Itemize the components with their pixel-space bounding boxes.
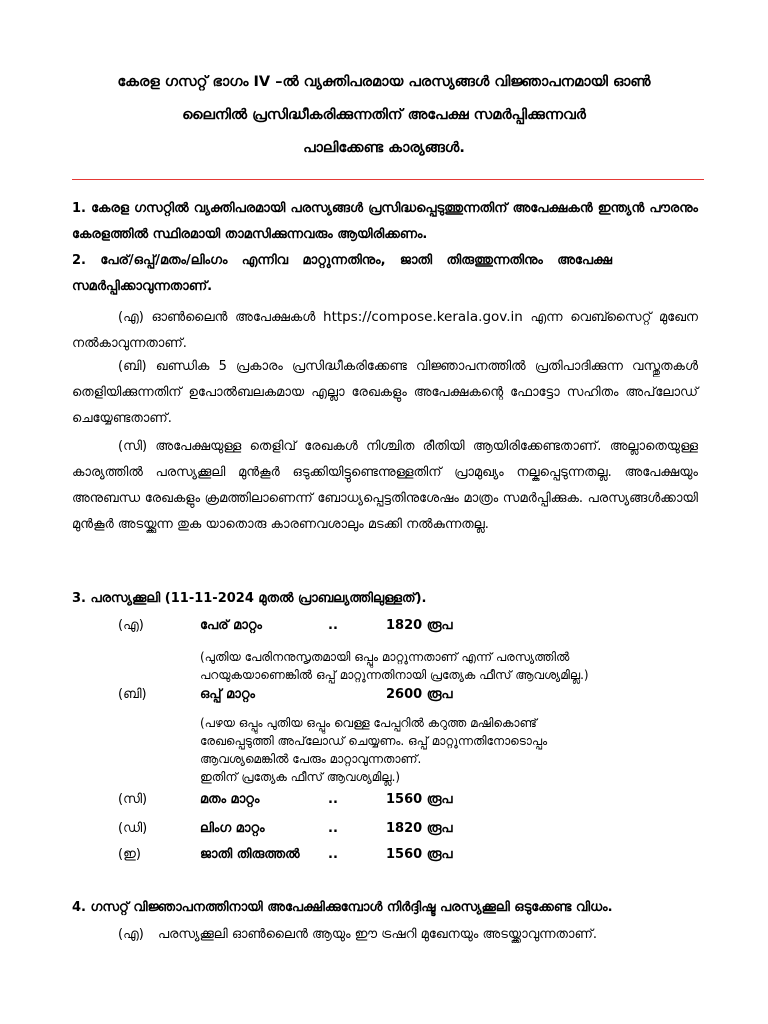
fee-name: പേര് മാറ്റം	[200, 618, 262, 633]
item-text: പരസ്യക്കൂലി ഓൺലൈൻ ആയും ഈ ട്രഷറി മുഖേനയും അടയ്ക്കാവുന്നതാണ്.	[158, 927, 598, 942]
fee-row-name-change	[0, 614, 768, 638]
fee-amount: 1560 രൂപ	[386, 847, 453, 862]
note-line: രേഖപ്പെടുത്തി അപ്‌ലോഡ് ചെയ്യണം. ഒപ്പ് മാറ്റുന്നതിനോടൊപ്പം	[200, 734, 548, 748]
section-3-heading: 3. പരസ്യക്കൂലി (11-11-2024 മുതൽ പ്രാബല്യത്തിലുള്ളത്).	[72, 591, 427, 606]
section-4-heading: 4. ഗസറ്റ് വിജ്ഞാപനത്തിനായി അപേക്ഷിക്കുമ്പോൾ നിർദ്ദിഷ്ട പരസ്യക്കൂലി ഒടുക്കേണ്ട വിധം.	[72, 900, 613, 915]
fee-dots: ..	[328, 847, 338, 862]
section-1-paragraph: 1. കേരള ഗസറ്റിൽ വ്യക്തിപരമായി പരസ്യങ്ങൾ പ്രസിദ്ധപ്പെടുത്തുന്നതിന് അപേക്ഷകൻ ഇന്ത്യൻ പൗരനും കേരളത്തിൽ സ്ഥിരമായി താമസിക്കുന്നവരും ആയിരിക്കണം.	[72, 201, 698, 242]
fee-dots: ..	[328, 821, 338, 836]
fee-letter: (ബി)	[118, 687, 147, 702]
title-line-1: കേരള ഗസറ്റ് ഭാഗം IV –ൽ വ്യക്തിപരമായ പരസ്യങ്ങൾ വിജ്ഞാപനമായി ഓൺ	[117, 74, 651, 90]
fee-row-gender-change	[0, 817, 768, 841]
item-a-prefix: (എ) ഓൺലൈൻ അപേക്ഷകൾ	[118, 310, 324, 325]
note-line: (പുതിയ പേരിനനുസൃതമായി ഒപ്പും മാറ്റുന്നതാണ് എന്ന് പരസ്യത്തിൽ	[200, 650, 570, 664]
fee-row-religion-change	[0, 788, 768, 812]
compose-website-link[interactable]: https://compose.kerala.gov.in	[323, 309, 523, 325]
fee-letter: (സി)	[118, 792, 148, 807]
note-line: (പഴയ ഒപ്പും പുതിയ ഒപ്പും വെള്ള പേപ്പറിൽ കറുത്ത മഷികൊണ്ട്	[200, 716, 537, 730]
section-2-item-b: (ബി) ഖണ്ഡിക 5 പ്രകാരം പ്രസിദ്ധീകരിക്കേണ്ട വിജ്ഞാപനത്തിൽ പ്രതിപാദിക്കുന്ന വസ്തുതകൾ തെളിയിക്കുന്നതിന് ഉപോൽബലകമായ എല്ലാ രേഖകളും അപേക്ഷകന്റെ ഫോട്ടോ സഹിതം അപ്‌ലോഡ് ചെയ്യേണ്ടതാണ്.	[72, 359, 698, 426]
fee-name: ജാതി തിരുത്തൽ	[200, 847, 300, 862]
fee-letter: (ഡി)	[118, 821, 148, 836]
title-divider	[72, 179, 704, 180]
fee-amount: 1820 രൂപ	[386, 618, 453, 633]
fee-dots: ..	[328, 618, 338, 633]
item-letter: (എ)	[118, 927, 144, 942]
note-line: പറയുകയാണെങ്കിൽ ഒപ്പ് മാറ്റുന്നതിനായി പ്രത്യേക ഫീസ് ആവശ്യമില്ല.)	[200, 668, 589, 682]
fee-note-name-change	[200, 648, 680, 684]
note-line: ആവശ്യമെങ്കിൽ പേരും മാറ്റാവുന്നതാണ്.	[200, 752, 422, 766]
fee-amount: 1560 രൂപ	[386, 792, 453, 807]
fee-amount: 1820 രൂപ	[386, 821, 453, 836]
fee-dots: ..	[328, 792, 338, 807]
note-line: ഇതിന് പ്രത്യേക ഫീസ് ആവശ്യമില്ല.)	[200, 770, 401, 784]
fee-row-signature-change	[0, 683, 768, 707]
fee-row-caste-correction	[0, 843, 768, 867]
title-line-3: പാലിക്കേണ്ട കാര്യങ്ങൾ.	[303, 140, 465, 156]
section-4-item-a	[0, 923, 768, 947]
document-title	[70, 66, 698, 165]
fee-name: മതം മാറ്റം	[200, 792, 260, 807]
section-2-item-c: (സി) അപേക്ഷയുള്ള തെളിവ് രേഖകൾ നിശ്ചിത രീതിയി ആയിരിക്കേണ്ടതാണ്. അല്ലാതെയുള്ള കാര്യത്തിൽ പരസ്യക്കൂലി മുൻകൂർ ഒടുക്കിയിട്ടുണ്ടെന്നുള്ളതിന് പ്രാമുഖ്യം നല്കപ്പെടുന്നതല്ല. അപേക്ഷയും അനുബന്ധ രേഖകളും ക്രമത്തിലാണെന്ന് ബോധ്യപ്പെട്ടതിനുശേഷം മാത്രം സമർപ്പിക്കുക. പരസ്യങ്ങൾക്കായി മുൻകൂർ അടയ്ക്കുന്ന തുക യാതൊരു കാരണവശാലും മടക്കി നൽകുന്നതല്ല.	[72, 439, 698, 532]
section-2-heading: 2. പേര്/ഒപ്പ്/മതം/ലിംഗം എന്നിവ മാറ്റുന്നതിനും, ജാതി തിരുത്തുന്നതിനും അപേക്ഷ സമർപ്പിക്കാവുന്നതാണ്.	[72, 253, 612, 294]
item-a-suffix: എന്ന വെബ്സൈറ്റ് മുഖേന നൽകാവുന്നതാണ്.	[72, 310, 698, 351]
fee-note-signature-change	[200, 714, 680, 786]
section-2-item-a	[72, 304, 698, 357]
fee-letter: (എ)	[118, 618, 144, 633]
fee-name: ഒപ്പ് മാറ്റം	[200, 687, 255, 702]
title-line-2: ലൈനിൽ പ്രസിദ്ധീകരിക്കുന്നതിന് അപേക്ഷ സമർപ്പിക്കുന്നവർ	[182, 107, 586, 123]
fee-name: ലിംഗ മാറ്റം	[200, 821, 265, 836]
fee-letter: (ഇ)	[118, 847, 141, 862]
fee-amount: 2600 രൂപ	[386, 687, 453, 702]
